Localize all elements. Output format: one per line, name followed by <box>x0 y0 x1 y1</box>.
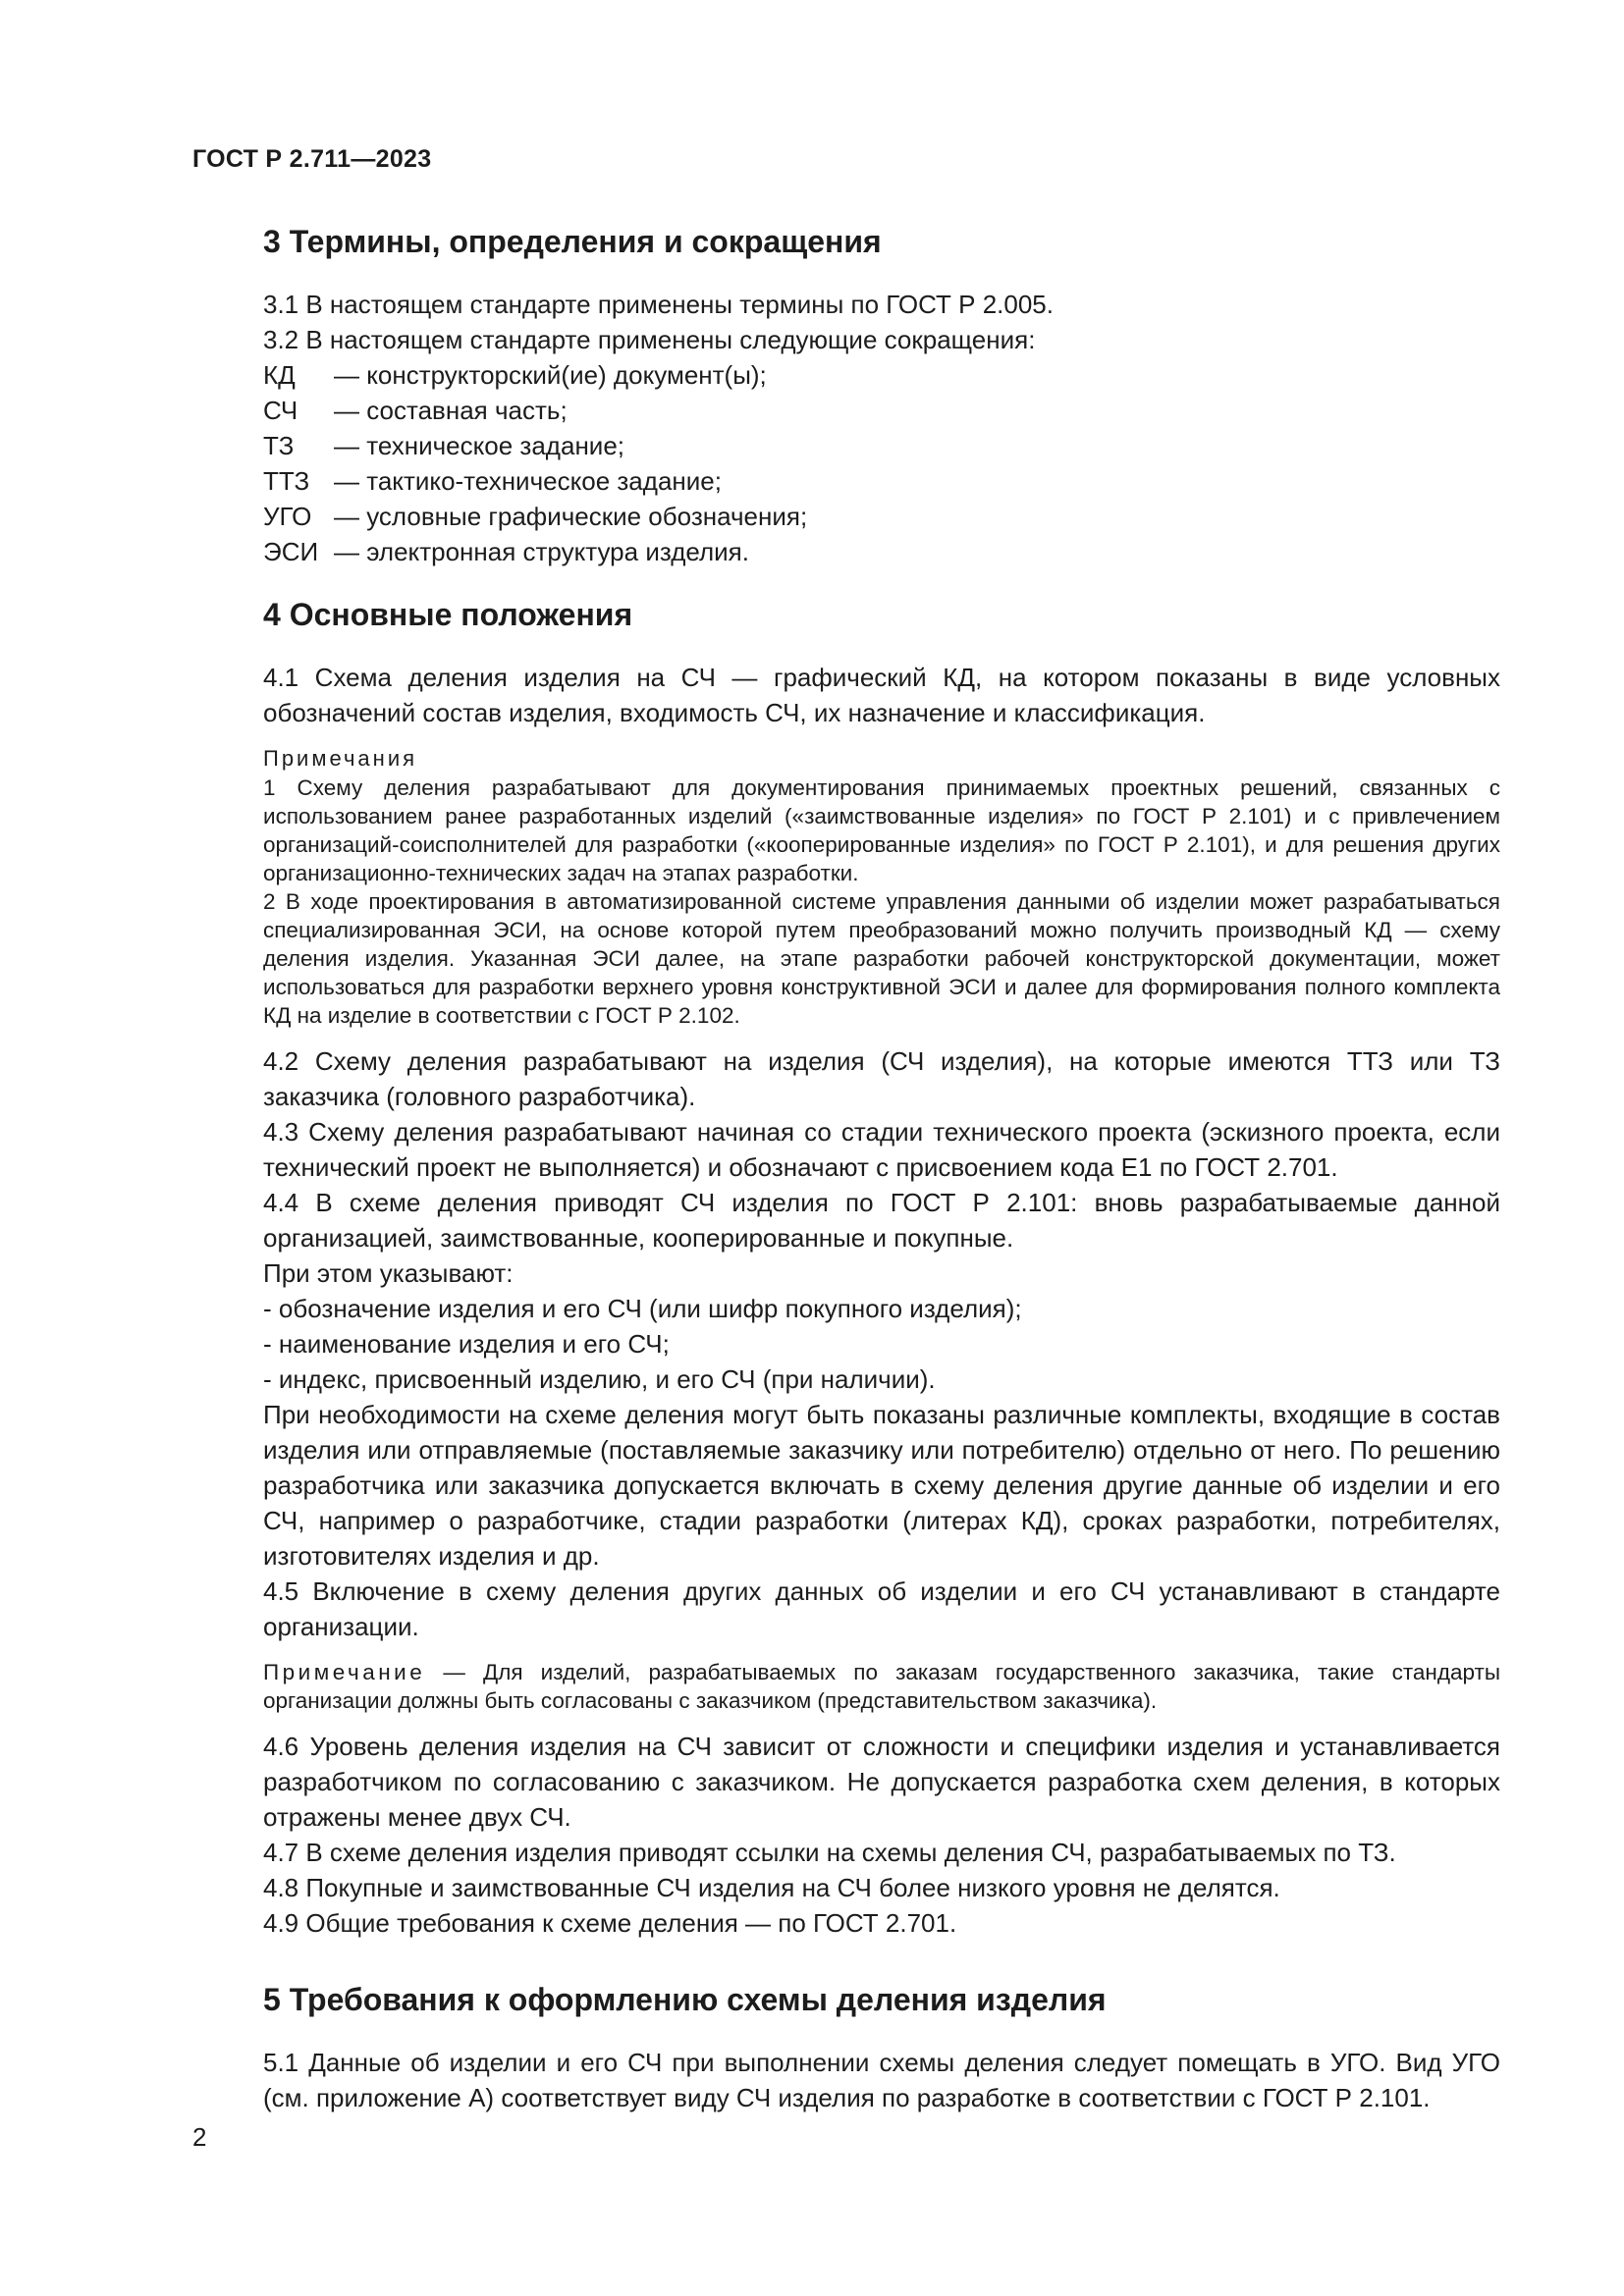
paragraph-4-4-intro: При этом указывают: <box>263 1258 514 1288</box>
paragraph-4-2: 4.2 Схему деления разрабатывают на изделия (СЧ изделия), на которые имеются ТТЗ или ТЗ заказчика (головного разработчика). <box>263 1046 1500 1111</box>
abbreviation-value: — условные графические обозначения; <box>334 502 808 531</box>
paragraph-4-8: 4.8 Покупные и заимствованные СЧ изделия на СЧ более низкого уровня не делятся. <box>263 1873 1280 1902</box>
paragraph-4-4-extra: При необходимости на схеме деления могут быть показаны различные комплекты, входящие в состав изделия или отправляемые (поставляемые заказчику или потребителю) отдельно от него. По решению разработчика или заказчика допускается включать в схему деления другие данные об изделии и его СЧ, например о разработчике, стадии разработки (литерах КД), сроках разработки, потребителях, изготовителях изделия и др. <box>263 1400 1500 1571</box>
list-item: - обозначение изделия и его СЧ (или шифр покупного изделия); <box>263 1294 1022 1323</box>
abbreviation-key: СЧ <box>263 396 298 425</box>
abbreviation-row <box>263 393 1500 428</box>
abbreviation-key: УГО <box>263 502 312 531</box>
abbreviation-key: КД <box>263 360 296 390</box>
notes-heading: Примечания <box>263 746 418 771</box>
abbreviation-key: ТТЗ <box>263 466 310 496</box>
abbreviation-row <box>263 463 1500 499</box>
list-item: - наименование изделия и его СЧ; <box>263 1329 670 1359</box>
paragraph-4-1: 4.1 Схема деления изделия на СЧ — графический КД, на котором показаны в виде условных обозначений состав изделия, входимость СЧ, их назначение и классификация. <box>263 663 1500 727</box>
section-4-title: 4 Основные положения <box>263 597 633 632</box>
section-5-title: 5 Требования к оформлению схемы деления изделия <box>263 1982 1107 2017</box>
note-single-text: — Для изделий, разрабатываемых по заказам государственного заказчика, такие стандарты организации должны быть согласованы с заказчиком (представительством заказчика). <box>263 1660 1500 1713</box>
abbreviation-row <box>263 499 1500 534</box>
abbreviation-key: ЭСИ <box>263 537 319 566</box>
abbreviation-row <box>263 357 1500 393</box>
section-3-title: 3 Термины, определения и сокращения <box>263 224 882 259</box>
abbreviation-row <box>263 428 1500 463</box>
abbreviation-value: — конструкторский(ие) документ(ы); <box>334 360 767 390</box>
list-item: - индекс, присвоенный изделию, и его СЧ (при наличии). <box>263 1364 936 1394</box>
abbreviation-value: — электронная структура изделия. <box>334 537 749 566</box>
page-number: 2 <box>192 2122 207 2152</box>
paragraph-4-4: 4.4 В схеме деления приводят СЧ изделия по ГОСТ Р 2.101: вновь разрабатываемые данной организацией, заимствованные, кооперированные и покупные. <box>263 1188 1500 1253</box>
abbreviation-value: — техническое задание; <box>334 431 625 460</box>
paragraph-4-9: 4.9 Общие требования к схеме деления — по ГОСТ 2.701. <box>263 1908 957 1938</box>
abbreviation-row <box>263 534 1500 569</box>
document-code: ГОСТ Р 2.711—2023 <box>192 145 432 173</box>
abbreviation-value: — составная часть; <box>334 396 568 425</box>
paragraph-4-3: 4.3 Схему деления разрабатывают начиная со стадии технического проекта (эскизного проекта, если технический проект не выполняется) и обозначают с присвоением кода Е1 по ГОСТ 2.701. <box>263 1117 1500 1182</box>
document-body <box>263 222 1500 2115</box>
abbreviation-key: ТЗ <box>263 431 295 460</box>
paragraph-4-6: 4.6 Уровень деления изделия на СЧ зависит от сложности и специфики изделия и устанавливается разработчиком по согласованию с заказчиком. Не допускается разработка схем деления, в которых отражены менее двух СЧ. <box>263 1732 1500 1832</box>
note-single <box>263 1658 1500 1715</box>
paragraph-3-1: 3.1 В настоящем стандарте применены термины по ГОСТ Р 2.005. <box>263 290 1054 319</box>
paragraph-4-7: 4.7 В схеме деления изделия приводят ссылки на схемы деления СЧ, разрабатываемых по ТЗ. <box>263 1838 1396 1867</box>
note-1: 1 Схему деления разрабатывают для документирования принимаемых проектных решений, связанных с использованием ранее разработанных изделий («заимствованные изделия» по ГОСТ Р 2.101) и с привлечением организаций-соисполнителей для разработки («кооперированные изделия» по ГОСТ Р 2.101), и для решения других организационно-технических задач на этапах разработки. <box>263 775 1500 885</box>
paragraph-5-1: 5.1 Данные об изделии и его СЧ при выполнении схемы деления следует помещать в УГО. Вид УГО (см. приложение А) соответствует виду СЧ изделия по разработке в соответствии с ГОСТ Р 2.101. <box>263 2048 1500 2112</box>
paragraph-4-5: 4.5 Включение в схему деления других данных об изделии и его СЧ устанавливают в стандарте организации. <box>263 1576 1500 1641</box>
note-single-heading: Примечание <box>263 1660 426 1684</box>
abbreviations-list <box>263 357 1500 569</box>
abbreviation-value: — тактико-техническое задание; <box>334 466 722 496</box>
note-2: 2 В ходе проектирования в автоматизированной системе управления данными об изделии может разрабатываться специализированная ЭСИ, на основе которой путем преобразований можно получить производный КД — схему деления изделия. Указанная ЭСИ далее, на этапе разработки рабочей конструкторской документации, может использоваться для разработки верхнего уровня конструктивной ЭСИ и далее для формирования полного комплекта КД на изделие в соответствии с ГОСТ Р 2.102. <box>263 889 1500 1028</box>
paragraph-3-2: 3.2 В настоящем стандарте применены следующие сокращения: <box>263 325 1036 354</box>
